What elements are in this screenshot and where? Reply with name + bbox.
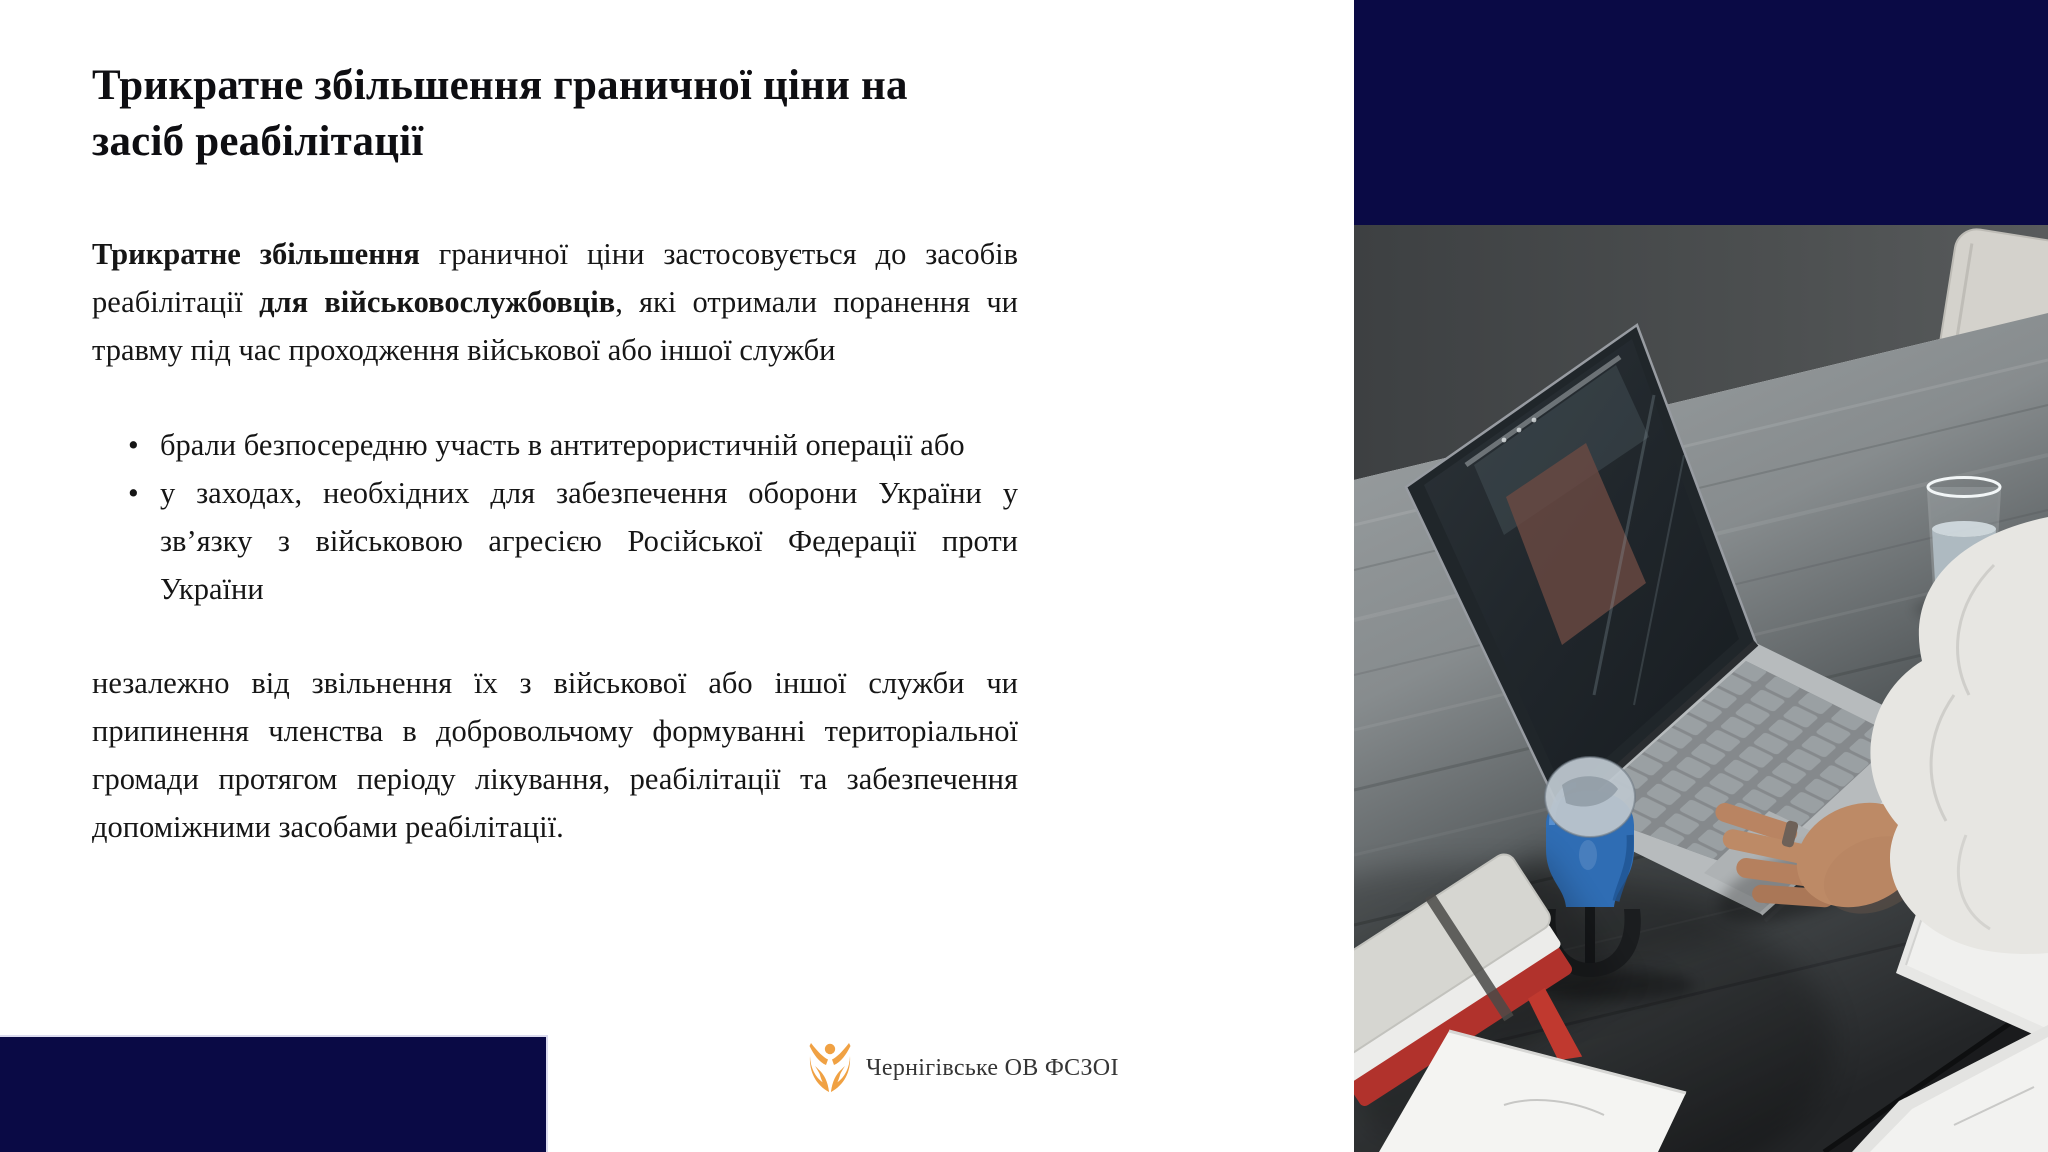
bullet-list	[92, 421, 1018, 613]
fszoi-logo-icon	[806, 1042, 854, 1094]
navy-block-top-right	[1354, 0, 2048, 225]
title-line-2: засіб реабілітації	[92, 117, 424, 165]
bullet-item: • у заходах, необхідних для забезпечення оборони України у зв’язку з військовою агресією Російської Федерації проти України	[160, 469, 1018, 613]
intro-segment: граничної ціни застосовується до засобів реабілітації	[92, 236, 1018, 319]
slide-title	[92, 58, 1018, 170]
intro-bold-segment: для військовослужбовців	[259, 284, 616, 319]
footer-org-name: Чернігівське ОВ ФСЗОІ	[866, 1054, 1119, 1081]
bullet-item: • брали безпосередню участь в антитерористичній операції або	[160, 421, 1018, 469]
intro-bold-segment: Трикратне збільшення	[92, 236, 420, 271]
title-line-1: Трикратне збільшення граничної ціни на	[92, 62, 908, 109]
intro-segment: , які отримали поранення чи травму під час проходження військової або іншої служби	[92, 284, 1018, 367]
desk-scene-photo	[1354, 225, 2048, 1152]
navy-block-bottom-left	[0, 1035, 548, 1152]
footer-logo	[806, 1042, 1119, 1094]
intro-paragraph	[92, 230, 1018, 374]
slide-text-column	[92, 58, 1018, 851]
outro-paragraph: незалежно від звільнення їх з військової або іншої служби чи припинення членства в добровольчому формуванні територіальної громади протягом періоду лікування, реабілітації та забезпечення допоміжними засобами реабілітації.	[92, 666, 1018, 845]
